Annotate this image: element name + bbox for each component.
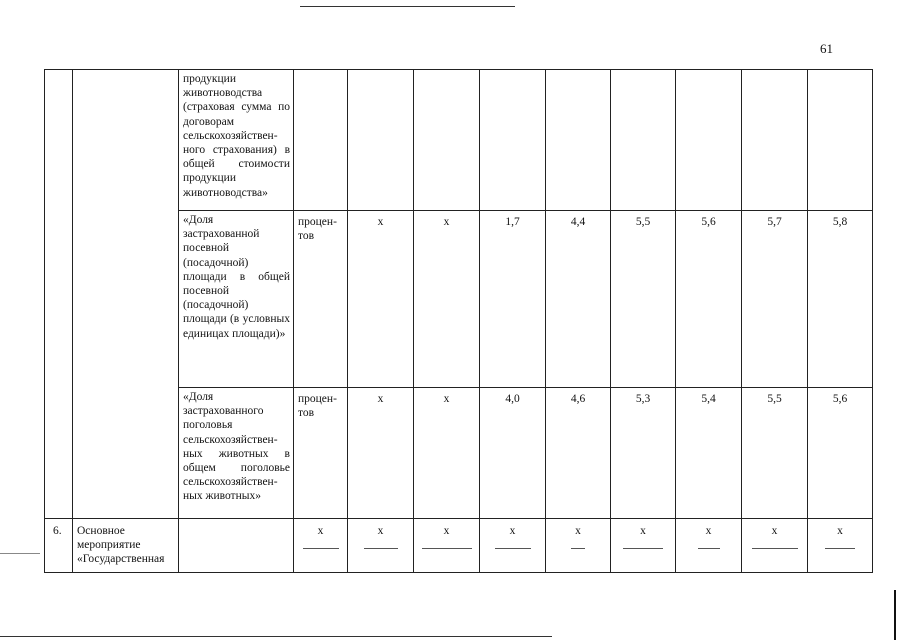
value-cell: [546, 70, 611, 211]
underline-mark: [698, 548, 720, 549]
value-cell: х: [348, 519, 414, 573]
value-cell: 4,6: [546, 388, 611, 519]
scan-edge-right: [894, 590, 896, 640]
number-cell: [45, 70, 73, 519]
scan-edge-left: [0, 553, 40, 554]
value-cell: х: [742, 519, 808, 573]
event-name-cell: [73, 70, 179, 519]
value-cell: 4,4: [546, 211, 611, 388]
underline-mark: [422, 548, 472, 549]
unit-cell: процен-тов: [294, 211, 348, 388]
value-cell: 5,5: [611, 211, 676, 388]
value-cell: х: [546, 519, 611, 573]
indicator-cell: продукции животноводства (страховая сумма по договорам сельскохозяйствен-ного страхования) в общей стоимости продукции животноводства»: [179, 70, 294, 211]
value-cell: х: [414, 211, 480, 388]
empty-indicator-cell: [179, 519, 294, 573]
value-cell: 5,4: [676, 388, 742, 519]
page-number: 61: [820, 41, 833, 56]
value-cell: х: [611, 519, 676, 573]
value-cell: 5,6: [676, 211, 742, 388]
underline-mark: [303, 548, 339, 549]
unit-cell: [294, 70, 348, 211]
underline-mark: [825, 548, 855, 549]
value-cell: 5,8: [808, 211, 873, 388]
value-cell: х: [676, 519, 742, 573]
indicator-cell: «Доля застрахованного поголовья сельскохозяйствен-ных животных в общем поголовье сельскохозяйствен-ных животных»: [179, 388, 294, 519]
unit-cell: процен-тов: [294, 388, 348, 519]
table-row: [45, 70, 873, 211]
value-cell: [611, 70, 676, 211]
underline-mark: [752, 548, 798, 549]
value-cell: х: [348, 388, 414, 519]
indicator-table: [44, 69, 873, 573]
value-cell: [414, 70, 480, 211]
value-cell: [480, 70, 546, 211]
value-cell: [348, 70, 414, 211]
value-cell: 5,5: [742, 388, 808, 519]
row-number: 6.: [45, 519, 73, 573]
value-cell: [742, 70, 808, 211]
value-cell: х: [480, 519, 546, 573]
scan-edge-top: [300, 6, 515, 7]
value-cell: 5,3: [611, 388, 676, 519]
table-row: [45, 519, 873, 573]
value-cell: х: [414, 519, 480, 573]
value-cell: 1,7: [480, 211, 546, 388]
underline-mark: [364, 548, 398, 549]
value-cell: х: [808, 519, 873, 573]
underline-mark: [623, 548, 663, 549]
scan-edge-bottom: [0, 636, 552, 637]
underline-mark: [571, 548, 585, 549]
value-cell: [676, 70, 742, 211]
indicator-cell: «Доля застрахованной посевной (посадочной) площади в общей посевной (посадочной) площади (в условных единицах площади)»: [179, 211, 294, 388]
value-cell: 5,7: [742, 211, 808, 388]
value-cell: х: [414, 388, 480, 519]
value-cell: х: [348, 211, 414, 388]
value-cell: 4,0: [480, 388, 546, 519]
value-cell: [808, 70, 873, 211]
value-cell: 5,6: [808, 388, 873, 519]
value-cell: х: [294, 519, 348, 573]
event-name: Основное мероприятие «Государственная: [73, 519, 179, 573]
underline-mark: [495, 548, 531, 549]
